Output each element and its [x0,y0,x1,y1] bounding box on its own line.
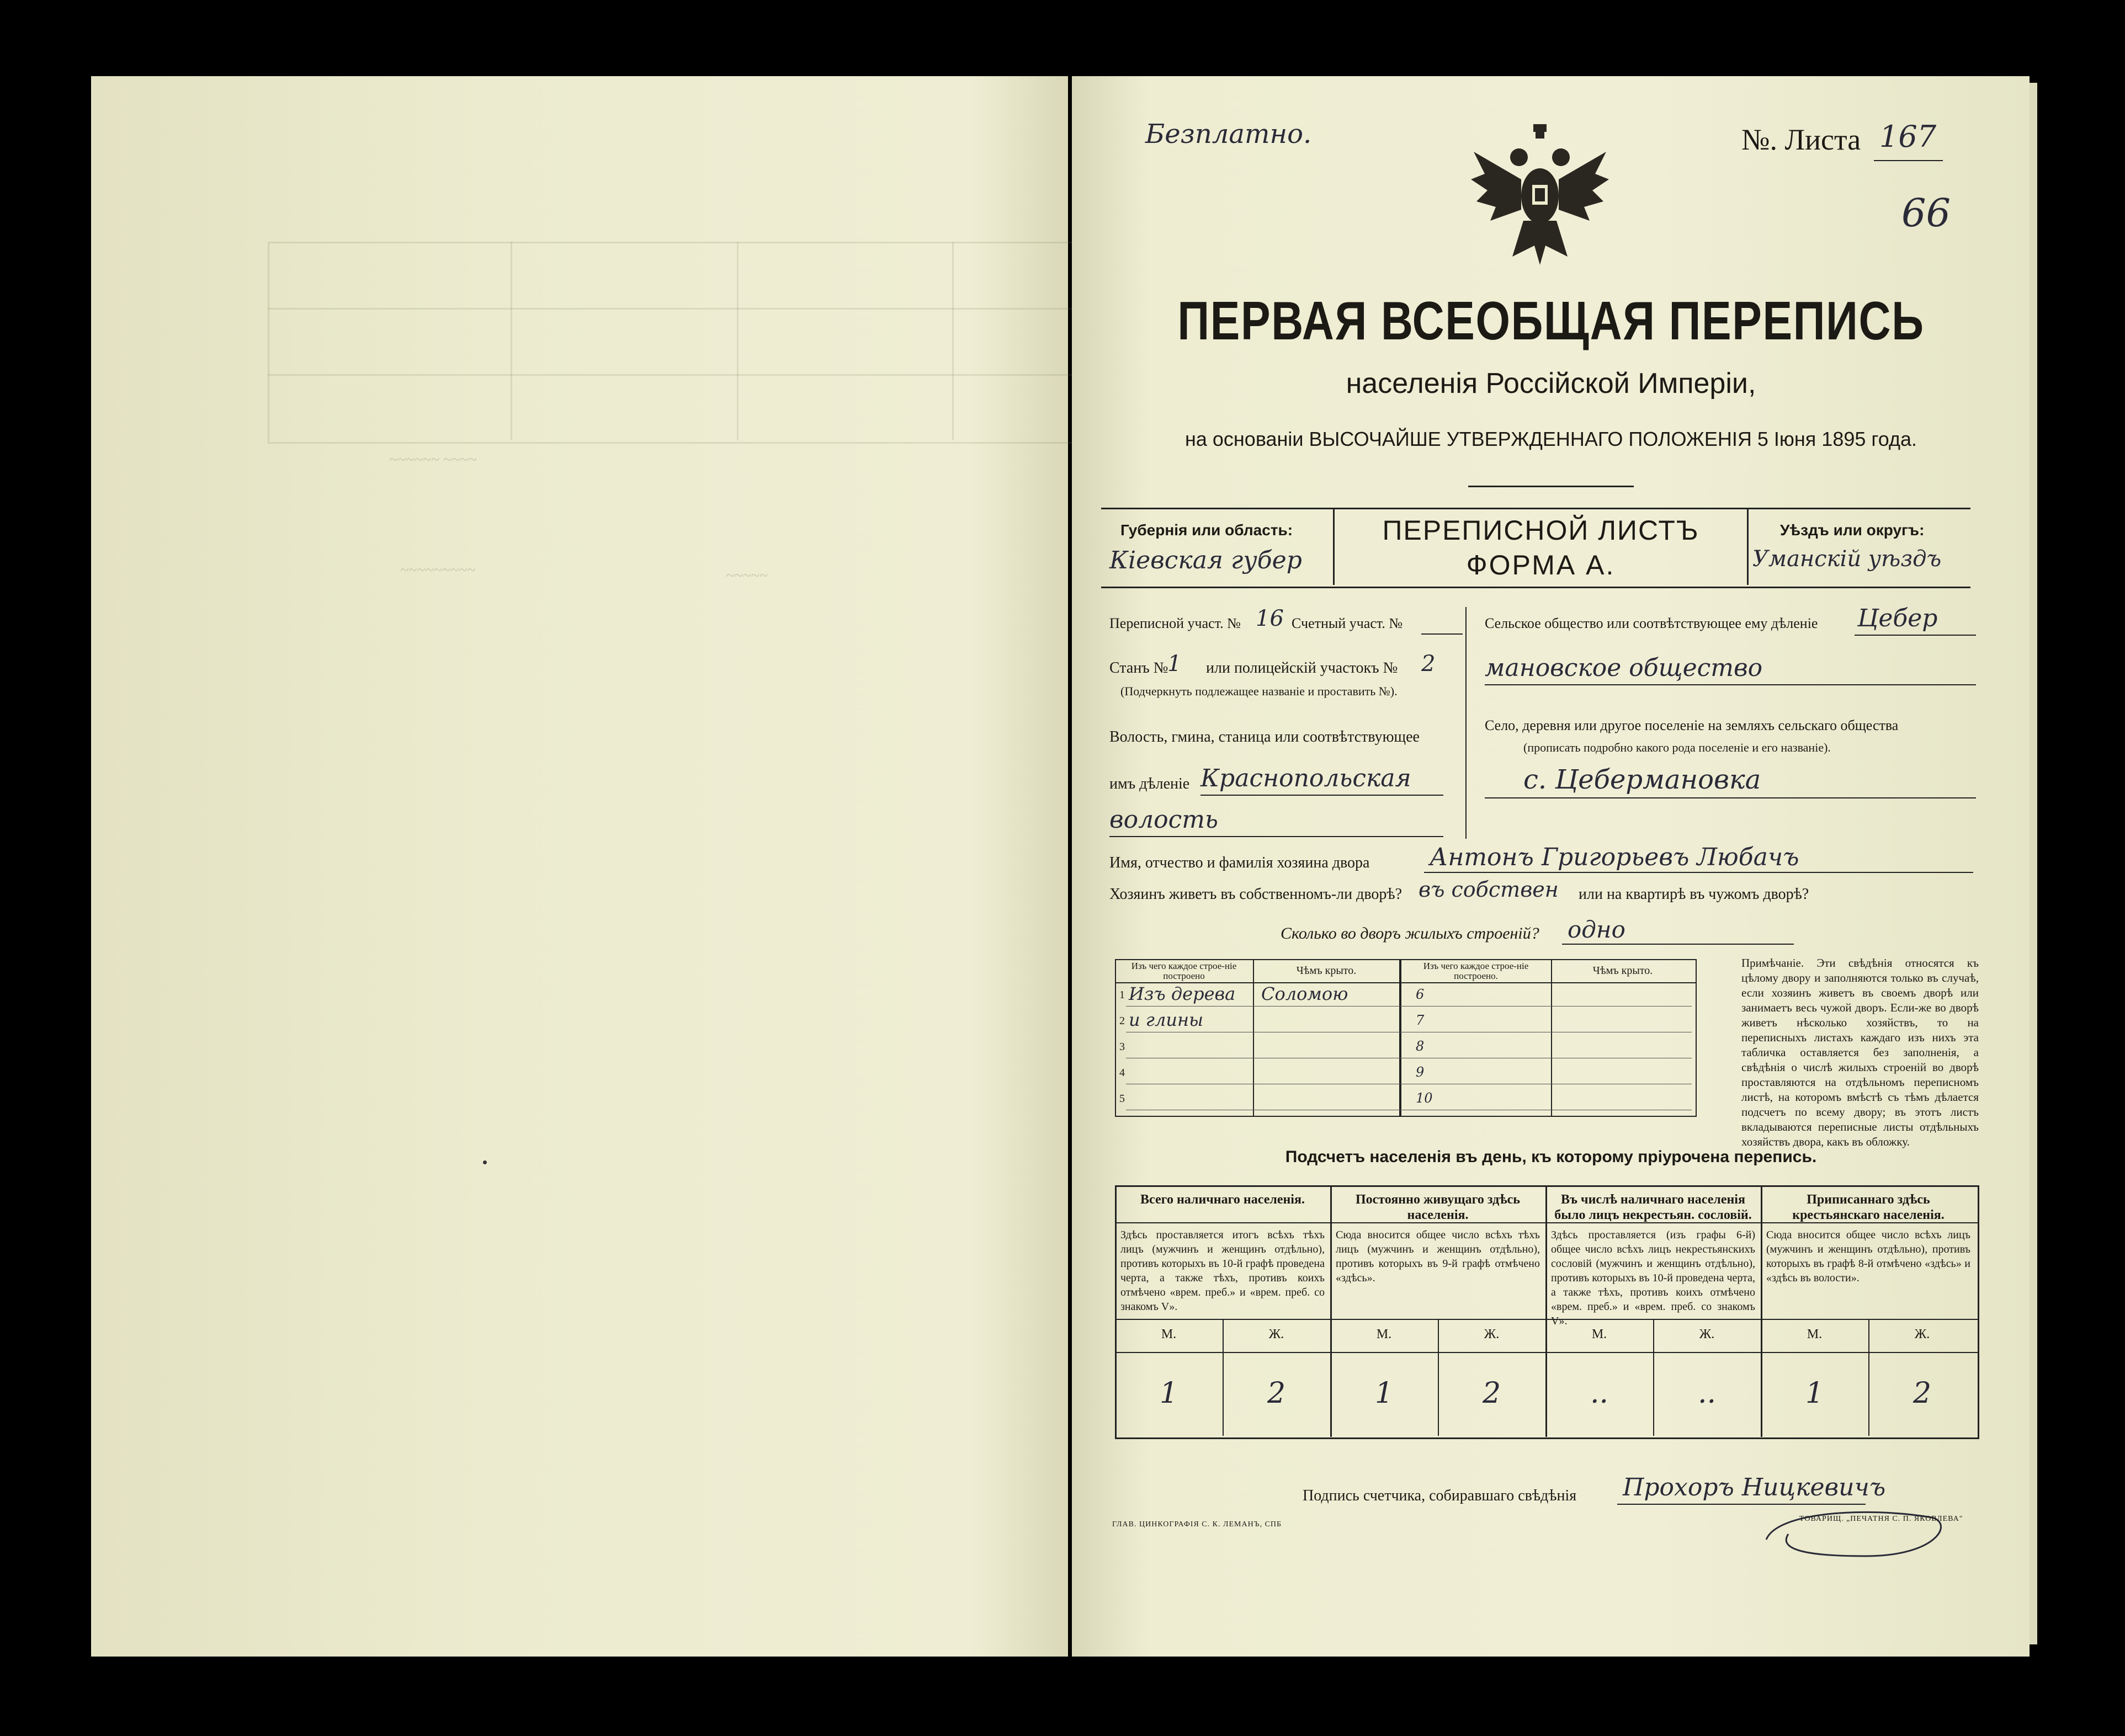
summary-col-desc: Сюда вносится общее число всѣхъ тѣхъ лицъ (мужчинъ и женщинъ отдѣльно), противъ которыхъ въ 9-й графѣ отмѣчено «здѣсь». [1336,1229,1540,1284]
show-through-line [511,242,512,440]
table-rule [1253,959,1254,1116]
signature-value: Прохоръ Ницкевичъ [1623,1473,1886,1501]
police-value: 2 [1421,651,1436,677]
building-material: Изъ дерева [1129,983,1236,1004]
male-count: 1 [1159,1377,1178,1410]
district-label: Уѣздъ или округъ: [1780,521,1925,539]
underline-note: (Подчеркнуть подлежащее названіе и проставить №). [1120,684,1398,698]
building-row-number: 7 [1416,1013,1425,1028]
volost-value-2: волость [1109,806,1218,834]
district-value: Уманскій уѣздъ [1752,546,1942,572]
col-material-2: Изъ чего каждое строе-ніе построено. [1423,961,1529,981]
buildings-label: Сколько во дворъ жилыхъ строеній? [1281,924,1539,942]
owner-lives-label-2: или на квартирѣ въ чужомъ дворѣ? [1579,886,1809,903]
building-roof: Соломою [1261,983,1348,1004]
female-count: .. [1697,1377,1717,1410]
buildings-value: одно [1568,916,1625,943]
building-row-number: 9 [1416,1064,1425,1080]
imperial-eagle-emblem [1468,119,1612,268]
field-line [1485,797,1976,798]
owner-lives-label: Хозяинъ живетъ въ собственномъ-ли дворѣ? [1109,886,1402,903]
buildings-note: Примѣчаніе. Эти свѣдѣнія относятся къ цѣлому двору и заполняются только въ случаѣ, если хозяинъ живетъ въ своемъ дворѣ или занимаетъ весь чужой дворъ. Если-же во дворѣ живетъ нѣсколько хозяйствъ, то на переписныхъ листахъ каждаго изъ нихъ эта табличка оставляется без заполненія, а свѣдѣнія о числѣ жилыхъ строеній во дворѣ проставляются на отдѣльномъ переписномъ листѣ, на которомъ вмѣстѣ съ тѣмъ дѣлается подсчетъ по всему двору; въ этотъ листъ вкладываются переписные листы отдѣльныхъ хозяйствъ двора, какъ въ обложку. [1741,956,1979,1148]
stan-value: 1 [1167,651,1182,677]
underline [1874,160,1943,161]
female-count: 2 [1267,1377,1286,1410]
building-row-number: 1 [1119,989,1125,1001]
col-roof: Чѣмъ крыто. [1296,965,1357,977]
show-through-line [737,242,739,440]
signature-flourish [1755,1501,1954,1562]
table-rule [1399,959,1401,1116]
summary-col-desc: Здѣсь проставляется итогъ всѣхъ тѣхъ лицъ (мужчинъ и женщинъ отдѣльно), противъ которыхъ въ 10-й графѣ проведена черта, а также тѣхъ, противъ коихъ отмѣчено «врем. преб.» и «врем. преб. со знакомъ V». [1120,1229,1325,1313]
male-label: М. [1807,1327,1823,1341]
show-through-line [268,374,1129,376]
male-label: М. [1591,1327,1607,1341]
show-through-line [952,242,954,440]
printer-right: ТОВАРИЩ. „ПЕЧАТНЯ С. П. ЯКОВЛЕВА" [1799,1515,1963,1523]
building-material: и глины [1129,1009,1204,1030]
summary-col-head: Приписаннаго здѣсь крестьянскаго населенія. [1792,1192,1945,1222]
society-label: Сельское общество или соотвѣтствующее ему дѣленіе [1485,615,1818,631]
census-subtitle: населенія Россійской Имперіи, [1346,368,1756,400]
show-through-line [268,308,1129,310]
village-note: (прописать подробно какого рода поселеніе и его названіе). [1523,741,1831,754]
female-count: 2 [1482,1377,1501,1410]
summary-heading: Подсчетъ населенія въ день, къ которому пріурочена перепись. [1285,1148,1817,1166]
female-label: Ж. [1484,1327,1500,1341]
show-through-table [268,242,1132,444]
building-row-number: 2 [1119,1015,1125,1027]
page-edge [2030,83,2037,1644]
volost-value: Краснопольская [1200,764,1411,792]
building-row-number: 5 [1119,1093,1125,1105]
owner-lives-value: въ собствен [1419,877,1559,902]
province-label: Губернія или область: [1120,521,1293,539]
summary-col-desc: Сюда вносится общее число всѣхъ лицъ (мужчинъ и женщинъ отдѣльно), противъ которыхъ въ графѣ 8-й отмѣчено «здѣсь» и «здѣсь въ волости». [1766,1229,1970,1284]
gratis-label: Безплатно. [1145,119,1312,150]
building-row-number: 4 [1119,1067,1125,1079]
col-material: Изъ чего каждое строе-ніе построено [1131,961,1237,981]
corner-number: 66 [1901,190,1951,236]
summary-col-desc: Здѣсь проставляется (изъ графы 6-й) общее число всѣхъ лицъ некрестьянскихъ сословій (мужчинъ и женщинъ отдѣльно), противъ которыхъ въ 10-й проведена черта, а также тѣхъ, противъ коихъ отмѣчено «врем. преб.» и «врем. преб. со знакомъ V». [1551,1229,1755,1327]
village-value: с. Цебермановка [1523,764,1761,795]
building-row-number: 10 [1416,1090,1433,1106]
male-label: М. [1161,1327,1177,1341]
male-count: .. [1590,1377,1609,1410]
field-line [1109,836,1443,837]
owner-name-value: Антонъ Григорьевъ Любачъ [1430,843,1799,871]
field-line [1485,684,1976,685]
column-divider [1465,607,1467,839]
building-row-number: 8 [1416,1039,1425,1054]
printer-left: ГЛАВ. ЦИНКОГРАФІЯ С. К. ЛЕМАНЪ, СПБ [1112,1520,1282,1529]
female-label: Ж. [1914,1327,1930,1341]
volost-label: Волость, гмина, станица или соотвѣтствующее [1109,728,1420,745]
left-page [91,76,1068,1657]
owner-name-label: Имя, отчество и фамилія хозяина двора [1109,854,1370,871]
signature-label: Подпись счетчика, собиравшаго свѣдѣнія [1303,1487,1577,1504]
building-row-number: 6 [1416,987,1425,1002]
stan-label: Станъ № [1109,659,1168,677]
female-label: Ж. [1268,1327,1284,1341]
summary-col-head: Постоянно живущаго здѣсь населенія. [1355,1192,1520,1222]
table-rule [1551,959,1552,1116]
census-title: ПЕРВАЯ ВСЕОБЩАЯ ПЕРЕПИСЬ [1177,290,1925,351]
police-label: или полицейскій участокъ № [1206,659,1398,677]
building-row-number: 3 [1119,1041,1125,1053]
paper-speck [483,1160,487,1164]
society-value-2: мановское общество [1485,654,1763,682]
village-label: Село, деревня или другое поселеніе на земляхъ сельскаго общества [1485,717,1899,733]
female-label: Ж. [1699,1327,1715,1341]
show-through-text: ~~~~~~~~~ [400,562,476,579]
form-type: ФОРМА А. [1466,550,1616,581]
field-line [1200,795,1443,796]
volost-label-2: имъ дѣленіе [1109,775,1190,792]
row-line [1126,1006,1692,1007]
col-roof-2: Чѣмъ крыто. [1592,965,1653,977]
male-count: 1 [1374,1377,1394,1410]
census-area-value: 16 [1256,606,1284,631]
society-value: Цебер [1857,604,1938,632]
ornament-divider [1468,486,1634,487]
summary-col-head: Въ числѣ наличнаго населенія было лицъ некрестьян. сословій. [1554,1192,1752,1222]
male-label: М. [1376,1327,1392,1341]
divider [1747,508,1749,585]
census-basis: на основаніи ВЫСОЧАЙШЕ УТВЕРЖДЕННАГО ПОЛОЖЕНІЯ 5 Іюня 1895 года. [1184,428,1917,450]
count-area-label: Счетный участ. № [1292,615,1403,631]
male-count: 1 [1805,1377,1824,1410]
field-line [1855,635,1976,636]
sheet-number-value: 167 [1879,119,1937,154]
show-through-text: ~~~~~ [726,567,768,584]
female-count: 2 [1912,1377,1932,1410]
sheet-number-label: №. Листа [1741,123,1861,156]
blank-line [1421,633,1463,635]
field-line [1424,872,1973,873]
form-title: ПЕРЕПИСНОЙ ЛИСТЪ [1382,515,1699,546]
summary-col-head: Всего наличнаго населенія. [1140,1192,1305,1207]
census-area-label: Переписной участ. № [1109,615,1241,631]
province-value: Кіевская губер [1109,546,1302,574]
field-line [1562,944,1794,945]
show-through-text: ~~~~~~ ~~~~ [389,451,477,468]
